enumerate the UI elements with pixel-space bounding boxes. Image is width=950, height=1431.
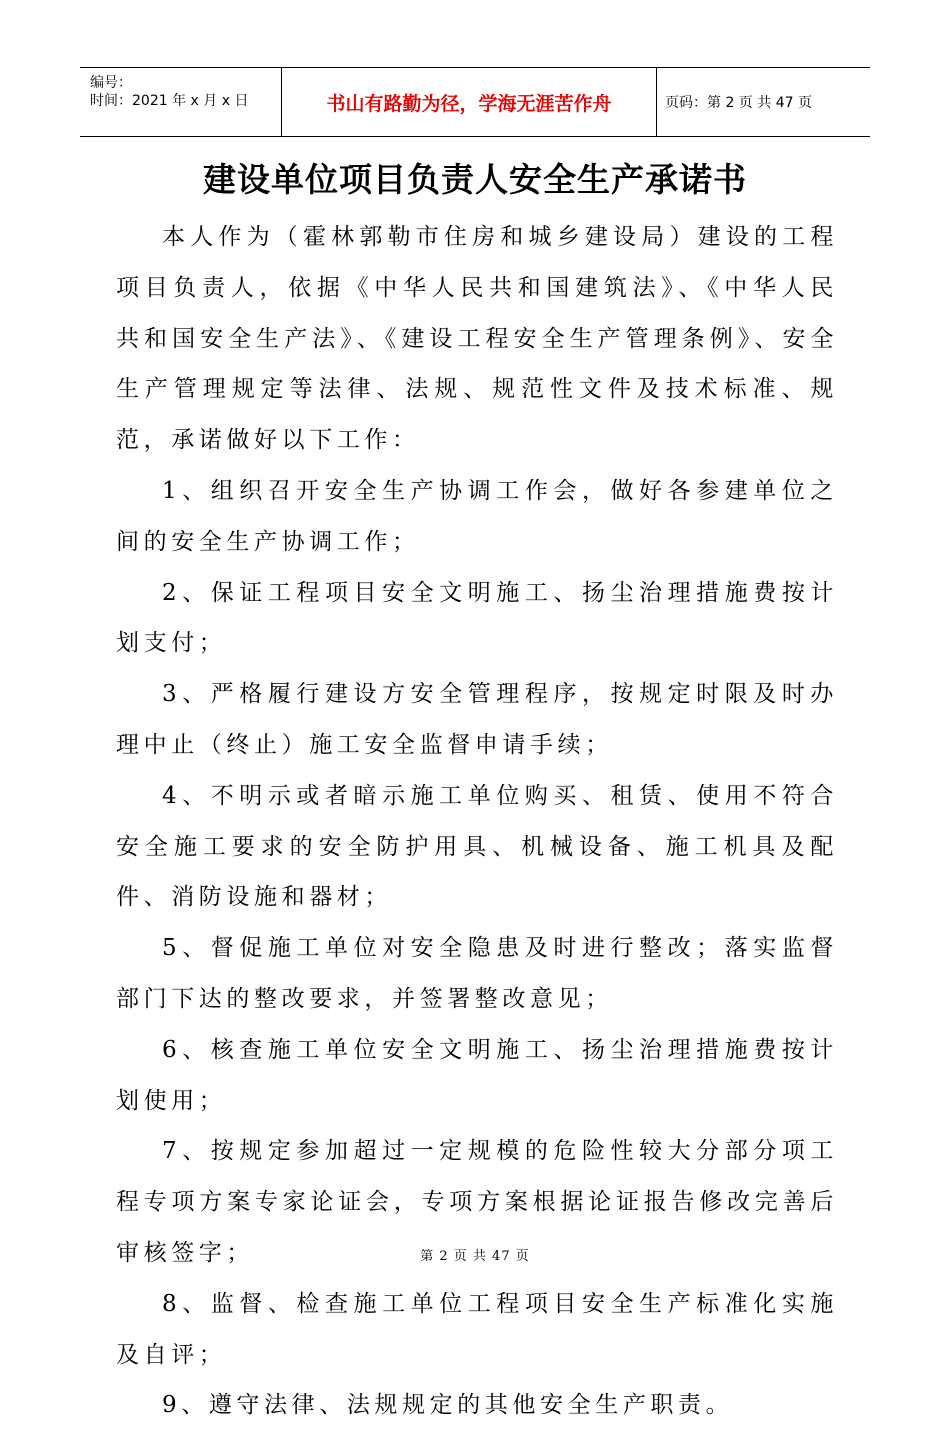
paragraph-item-9: 9、遵守法律、法规规定的其他安全生产职责。 [162,1392,734,1419]
paragraph-item-1: 1、组织召开安全生产协调工作会，做好各参建单位之间的安全生产协调工作； [116,477,838,555]
document-time-label: 时间：2021 年 x 月 x 日 [90,93,249,109]
paragraph-item-3: 3、严格履行建设方安全管理程序，按规定时限及时办理中止（终止）施工安全监督申请手续； [116,681,838,758]
document-title: 建设单位项目负责人安全生产承诺书 [203,160,747,199]
page-footer: 第 2 页 共 47 页 [420,1249,530,1264]
paragraph-item-2: 2、保证工程项目安全文明施工、扬尘治理措施费按计划支付； [116,579,838,657]
document-number-label: 编号： [90,75,132,91]
paragraph-item-5: 5、督促施工单位对安全隐患及时进行整改；落实监督部门下达的整改要求，并签署整改意见； [116,935,838,1012]
page-header [80,67,870,137]
paragraph-intro: 本人作为（霍林郭勒市住房和城乡建设局）建设的工程项目负责人，依据《中华人民共和国建筑法》、《中华人民共和国安全生产法》、《建设工程安全生产管理条例》、安全生产管理规定等法律、法规、规范性文件及技术标准、规范，承诺做好以下工作： [116,224,838,454]
header-meta [80,68,282,136]
header-page-info: 页码：第 2 页 共 47 页 [665,95,812,111]
header-motto: 书山有路勤为径，学海无涯苦作舟 [282,68,657,136]
paragraph-item-8: 8、监督、检查施工单位工程项目安全生产标准化实施及自评； [116,1290,838,1368]
paragraph-item-4: 4、不明示或者暗示施工单位购买、租赁、使用不符合安全施工要求的安全防护用具、机械设备、施工机具及配件、消防设施和器材； [116,782,838,911]
paragraph-item-7: 7、按规定参加超过一定规模的危险性较大分部分项工程专项方案专家论证会，专项方案根据论证报告修改完善后审核签字； [116,1138,838,1266]
paragraph-item-6: 6、核查施工单位安全文明施工、扬尘治理措施费按计划使用； [116,1036,838,1114]
